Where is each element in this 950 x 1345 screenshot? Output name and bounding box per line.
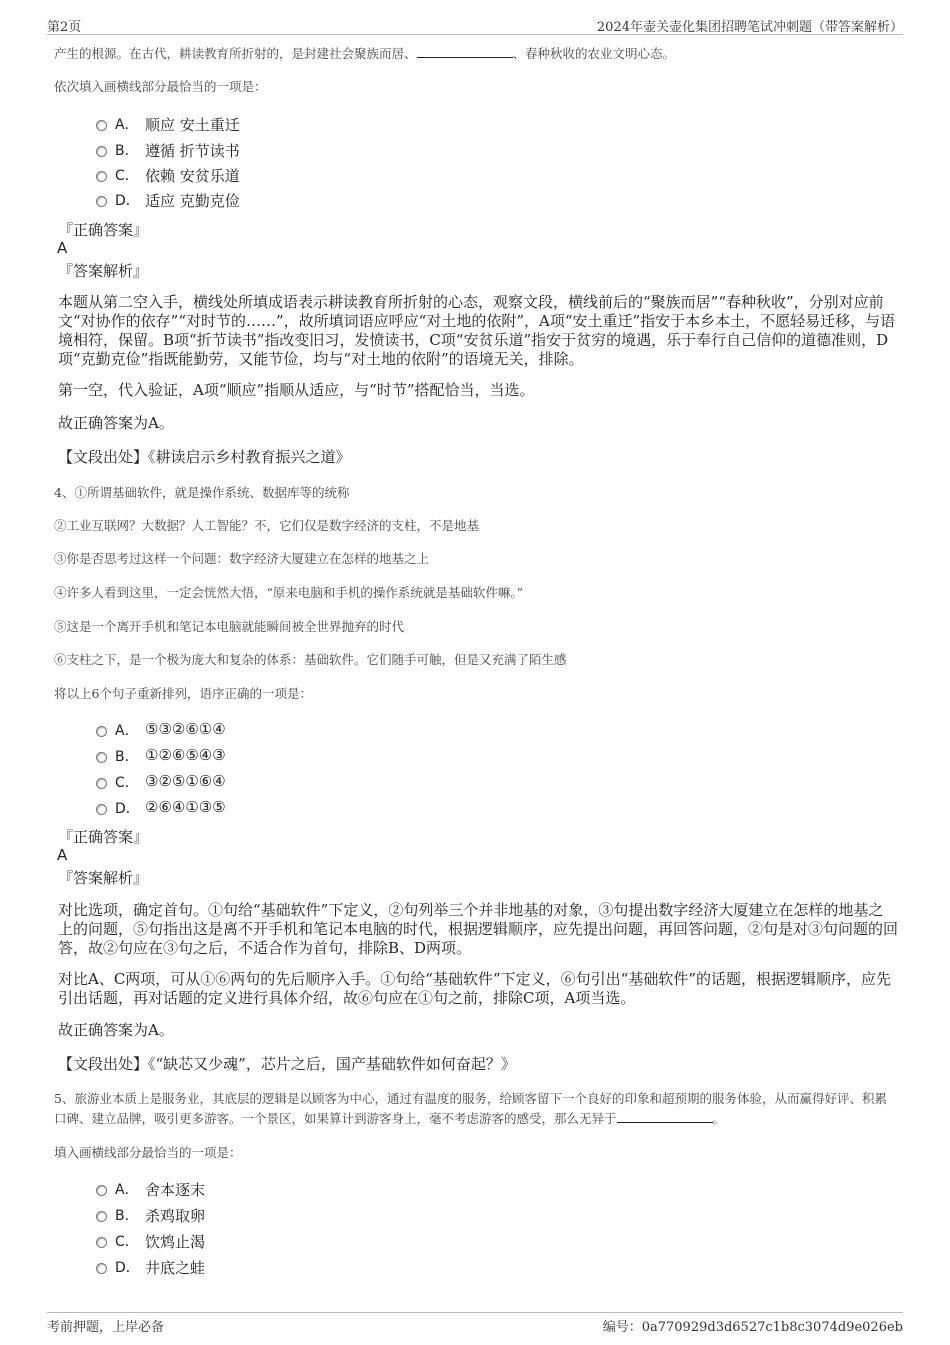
document-code: 编号：0a770929d3d6527c1b8c3074d9e026eb <box>602 1320 903 1335</box>
q4-answer: A <box>57 846 68 864</box>
q5-prompt: 填入画横线部分最恰当的一项是： <box>54 1145 242 1160</box>
radio-icon[interactable] <box>96 196 107 207</box>
q3-passage-tail: 产生的根源。在古代，耕读教育所折射的，是封建社会聚族而居、 、春种秋收的农业文明心态。 <box>54 46 676 61</box>
q3-analysis-p1: 本题从第二空入手，横线处所填成语表示耕读教育所折射的心态，观察文段，横线前后的“聚族而居”“春种秋收”，分别对应前文“对协作的依存”“对时节的……”，故所填词语应呼应“对土地的依附”，A项“安土重迁”指安于本乡本土，不愿轻易迁移，与语境相符，保留。B项“折节读书”指改变旧习，发愤读书，C项“安贫乐道”指安于贫穷的境遇，乐于奉行自己信仰的道德准则，D项“克勤克俭”指既能勤劳，又能节俭，均与“对土地的依附”的语境无关，排除。 <box>58 293 896 368</box>
q5-blank <box>617 1110 713 1123</box>
radio-icon[interactable] <box>96 752 107 763</box>
radio-icon[interactable] <box>96 1211 107 1222</box>
q4-analysis-p2: 对比A、C两项，可从①⑥两句的先后顺序入手。①句给“基础软件”下定义，⑥句引出“基础软件”的话题，根据逻辑顺序，应先引出话题，再对话题的定义进行具体介绍，故⑥句应在①句之前，排除C项，A项当选。 <box>58 970 891 1007</box>
q4-answer-label: 『正确答案』 <box>58 828 149 846</box>
q3-answer-label: 『正确答案』 <box>58 221 149 239</box>
radio-icon[interactable] <box>96 804 107 815</box>
radio-icon[interactable] <box>96 120 107 131</box>
footer-slogan: 考前押题，上岸必备 <box>47 1320 165 1335</box>
radio-icon[interactable] <box>96 146 107 157</box>
q4-source: 【文段出处】《“缺芯又少魂”，芯片之后，国产基础软件如何奋起？》 <box>58 1055 516 1073</box>
radio-icon[interactable] <box>96 1237 107 1248</box>
radio-icon[interactable] <box>96 778 107 789</box>
q4-sentence-4: ④许多人看到这里，一定会恍然大悟，“原来电脑和手机的操作系统就是基础软件嘛。” <box>54 585 524 600</box>
q3-source: 【文段出处】《耕读启示乡村教育振兴之道》 <box>58 448 351 466</box>
radio-icon[interactable] <box>96 726 107 737</box>
q5-stem: 5、旅游业本质上是服务业，其底层的逻辑是以顾客为中心，通过有温度的服务，给顾客留下一个良好的印象和超预期的服务体验，从而赢得好评、积累口碑、建立品牌，吸引更多游客。一个景区，如果算计到游客身上，毫不考虑游客的感受，那么无异于 。 <box>54 1091 887 1126</box>
q3-analysis-p2: 第一空，代入验证，A项“顺应”指顺从适应，与“时节”搭配恰当，当选。 <box>58 381 535 399</box>
radio-icon[interactable] <box>96 1263 107 1274</box>
q4-sentence-1: 4、①所谓基础软件，就是操作系统、数据库等的统称 <box>54 485 350 500</box>
q4-analysis-label: 『答案解析』 <box>58 869 149 887</box>
document-title: 2024年壶关壶化集团招聘笔试冲刺题（带答案解析） <box>596 20 903 35</box>
q4-sentence-6: ⑥支柱之下，是一个极为庞大和复杂的体系：基础软件。它们随手可触，但是又充满了陌生感 <box>54 652 567 667</box>
q3-analysis-p3: 故正确答案为A。 <box>58 414 174 432</box>
q4-prompt: 将以上6个句子重新排列，语序正确的一项是： <box>54 686 312 701</box>
radio-icon[interactable] <box>96 171 107 182</box>
page-header <box>47 14 903 35</box>
q4-analysis-p3: 故正确答案为A。 <box>58 1021 174 1039</box>
q4-sentence-3: ③你是否思考过这样一个问题：数字经济大厦建立在怎样的地基之上 <box>54 551 430 566</box>
q4-sentence-5: ⑤这是一个离开手机和笔记本电脑就能瞬间被全世界抛弃的时代 <box>54 619 405 634</box>
page-number: 第2页 <box>47 20 82 35</box>
q3-prompt: 依次填入画横线部分最恰当的一项是： <box>54 79 267 94</box>
page-footer <box>47 1312 903 1335</box>
q3-analysis-label: 『答案解析』 <box>58 262 149 280</box>
q4-analysis-p1: 对比选项，确定首句。①句给“基础软件”下定义，②句列举三个并非地基的对象，③句提出数字经济大厦建立在怎样的地基之上的问题，⑤句指出这是离不开手机和笔记本电脑的时代，根据逻辑顺序，应先提出问题，再回答问题，②句是对③句问题的回答，故②句应在③句之后，不适合作为首句，排除B、D两项。 <box>58 901 899 957</box>
q3-answer: A <box>57 239 68 257</box>
q4-sentence-2: ②工业互联网？大数据？人工智能？不，它们仅是数字经济的支柱，不是地基 <box>54 518 480 533</box>
q3-blank <box>417 45 513 58</box>
radio-icon[interactable] <box>96 1185 107 1196</box>
